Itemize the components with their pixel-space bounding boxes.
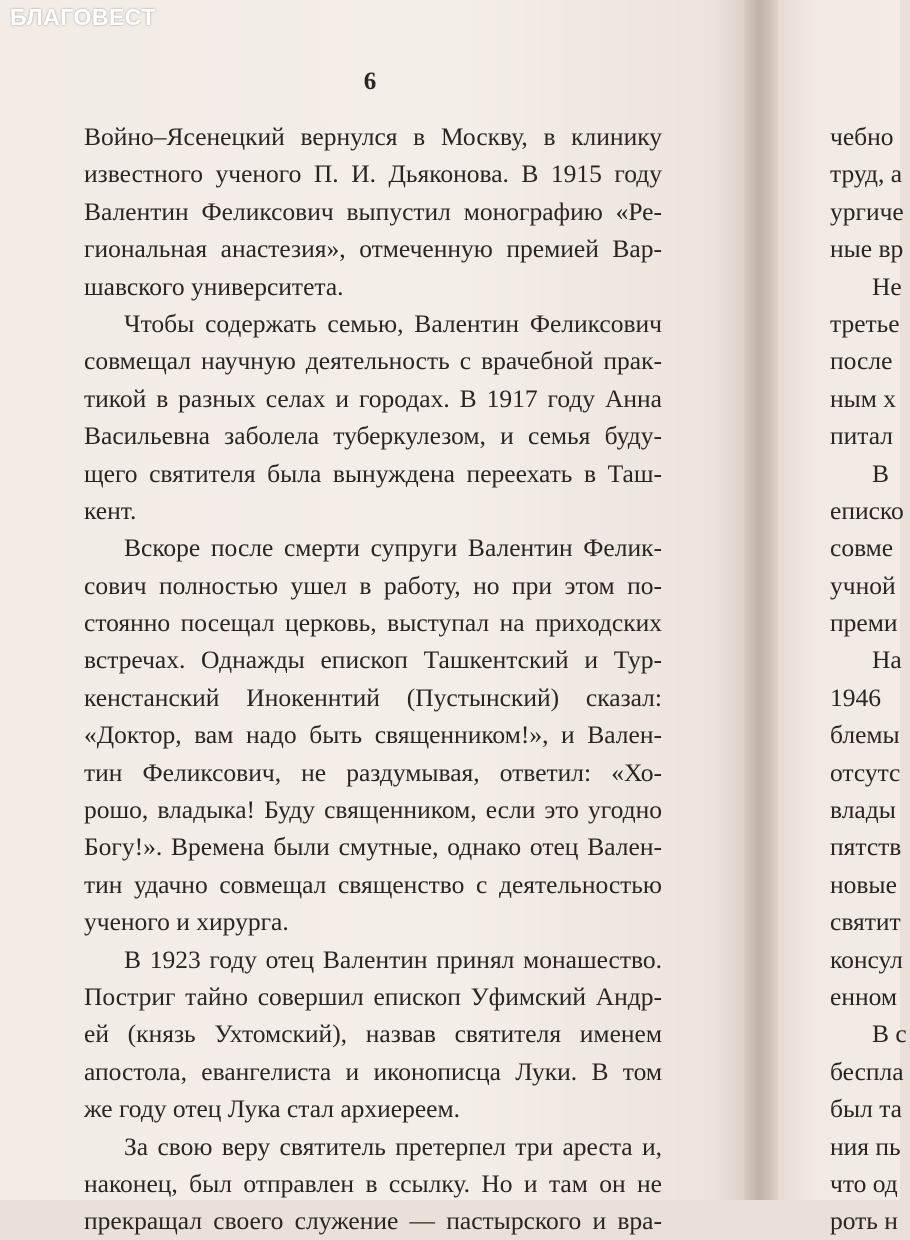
text-line: учной [830,570,896,600]
text-line: Валентин Феликсович выпустил монографию «Ре- [84,196,662,226]
text-line: отсутс [830,757,901,787]
text-line: 1946 [830,682,881,712]
text-line: беспла [830,1056,904,1086]
text-line: труд, а [830,159,903,189]
text-line: В с [872,1019,907,1049]
text-line: ния пь [830,1131,901,1161]
text-line: тин удачно совмещал священство с деятельностью [84,869,662,899]
text-line: енном [830,981,898,1011]
text-line: был та [830,1094,902,1124]
text-line: стоянно посещал церковь, выступал на приходских [84,608,662,638]
text-line: блемы [830,720,900,750]
text-line: сович полностью ушел в работу, но при этом по- [84,570,662,600]
text-line: Постриг тайно совершил епископ Уфимский Андр- [84,981,662,1011]
text-line: тин Феликсович, не раздумывая, ответил: «Хо- [84,757,662,787]
text-line: питал [830,421,894,451]
text-line: гиональная анастезия», отмеченную премией Вар- [84,234,662,264]
text-line: ные вр [830,234,904,264]
text-line: шавского университета. [84,271,344,301]
text-line: же году отец Лука стал архиереем. [84,1094,461,1124]
text-line: влады [830,795,896,825]
book-gutter [744,0,780,1200]
text-line: третье [830,308,900,338]
right-page-text [830,118,910,1240]
text-line: прекращал своего служение — пастырского и вра- [84,1206,662,1236]
text-line: В 1923 году отец Валентин принял монашество. [124,944,662,974]
text-line: апостола, евангелиста и иконописца Луки. В том [84,1056,662,1086]
text-line: ей (князь Ухтомский), назвав святителя именем [84,1019,662,1049]
text-line: На [872,645,902,675]
text-line: встречах. Однажды епископ Ташкентский и Тур- [84,645,662,675]
text-line: пятств [830,832,902,862]
text-line: новые [830,869,897,899]
text-line: чебно [830,122,894,151]
text-line: Войно–Ясенецкий вернулся в Москву, в клинику [84,122,662,151]
text-line: кенстанский Инокеннтий (Пустынский) сказал: [84,682,662,712]
text-line: Васильевна заболела туберкулезом, и семья буду- [84,421,662,451]
text-line: В [872,458,890,488]
text-line: Не [872,271,902,301]
text-line: после [830,346,893,376]
text-line: преми [830,608,898,638]
text-line: консул [830,944,903,974]
text-line: ученого и хирурга. [84,907,289,937]
text-line: святит [830,907,901,937]
text-line: ным х [830,383,897,413]
text-line: Богу!». Времена были смутные, однако отец Вален- [84,832,662,862]
text-line: кент. [84,495,137,525]
text-line: совме [830,533,894,563]
text-line: роть н [830,1206,898,1236]
text-line: «Доктор, вам надо быть священником!», и Вален- [84,720,662,750]
text-line: ургиче [830,196,904,226]
left-page-text [84,118,662,1240]
text-line: За свою веру святитель претерпел три ареста и, [124,1131,662,1161]
watermark-logo: БЛАГОВЕСТ [10,4,156,30]
text-line: совмещал научную деятельность с врачебной прак- [84,346,662,376]
text-line: щего святителя была вынуждена переехать в Таш- [84,458,662,488]
text-line: еписко [830,495,904,525]
text-line: наконец, был отправлен в ссылку. Но и там он не [84,1168,662,1198]
text-line: что од [830,1168,898,1198]
text-line: тикой в разных селах и городах. В 1917 году Анна [84,383,662,413]
text-line: рошо, владыка! Буду священником, если это угодно [84,795,662,825]
text-line: Вскоре после смерти супруги Валентин Фелик- [124,533,662,563]
text-line: известного ученого П. И. Дьяконова. В 1915 году [84,159,662,189]
page-number: 6 [363,68,377,95]
text-line: Чтобы содержать семью, Валентин Феликсович [124,308,662,338]
